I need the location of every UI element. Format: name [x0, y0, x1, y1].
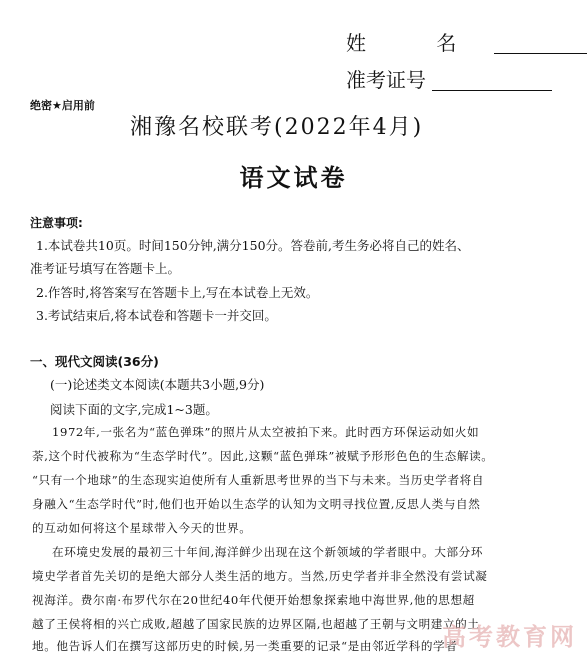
passage-line: 地。他告诉人们在撰写这部历史的时候,另一类重要的记录“是由邻近学科的学者: [32, 639, 458, 653]
exam-title: 湘豫名校联考(2022年4月): [130, 115, 424, 140]
passage-line: 在环境史发展的最初三十年间,海洋鲜少出现在这个新领域的学者眼中。大部分环: [52, 545, 484, 559]
passage-line: “只有一个地球”的生态现实迫使所有人重新思考世界的当下与未来。当历史学者将自: [32, 473, 485, 487]
passage-line: 的互动如何将这个星球带入今天的世界。: [32, 521, 252, 535]
note-item-3: 3.考试结束后,将本试卷和答题卡一并交回。: [36, 308, 277, 323]
passage-line: 荼,这个时代被称为“生态学时代”。因此,这颗“蓝色弹珠”被赋予形形色色的生态解读。: [32, 449, 494, 463]
passage-line: 境史学者首先关切的是绝大部分人类生活的地方。当然,历史学者并非全然没有尝试凝: [32, 569, 488, 583]
note-item-1: 1.本试卷共10页。时间150分钟,满分150分。答卷前,考生务必将自己的姓名、: [36, 238, 470, 253]
paper-title: 语文试卷: [239, 163, 348, 192]
passage-line: 身融入“生态学时代”时,他们也开始以生态学的认知为文明寻找位置,反思人类与自然: [32, 497, 481, 511]
section-instruction: 阅读下面的文字,完成1~3题。: [50, 402, 218, 417]
note-item-1-cont: 准考证号填写在答题卡上。: [30, 261, 181, 276]
exam-id-label: 准考证号: [346, 68, 426, 92]
section-title: 一、现代文阅读(36分): [30, 354, 159, 369]
passage-line: 越了王侯将相的兴亡成败,超越了国家民族的边界区隔,也超越了王朝与文明建立的土: [32, 617, 480, 631]
watermark-logo: 高考教育网: [442, 623, 577, 651]
section-subtitle: (一)论述类文本阅读(本题共3小题,9分): [50, 377, 265, 392]
name-blank: [494, 35, 587, 54]
passage-line: 视海洋。费尔南·布罗代尔在20世纪40年代便开始想象探索地中海世界,他的思想超: [32, 593, 475, 607]
note-item-2: 2.作答时,将答案写在答题卡上,写在本试卷上无效。: [36, 285, 319, 300]
name-label: 姓 名: [346, 31, 489, 55]
exam-id-field: [346, 64, 552, 93]
secret-mark: 绝密★启用前: [30, 99, 95, 112]
notes-heading: 注意事项:: [30, 216, 83, 230]
exam-id-blank: [432, 72, 552, 91]
name-field: [346, 27, 587, 56]
passage-line: 1972年,一张名为“蓝色弹珠”的照片从太空被拍下来。此时西方环保运动如火如: [52, 425, 480, 439]
